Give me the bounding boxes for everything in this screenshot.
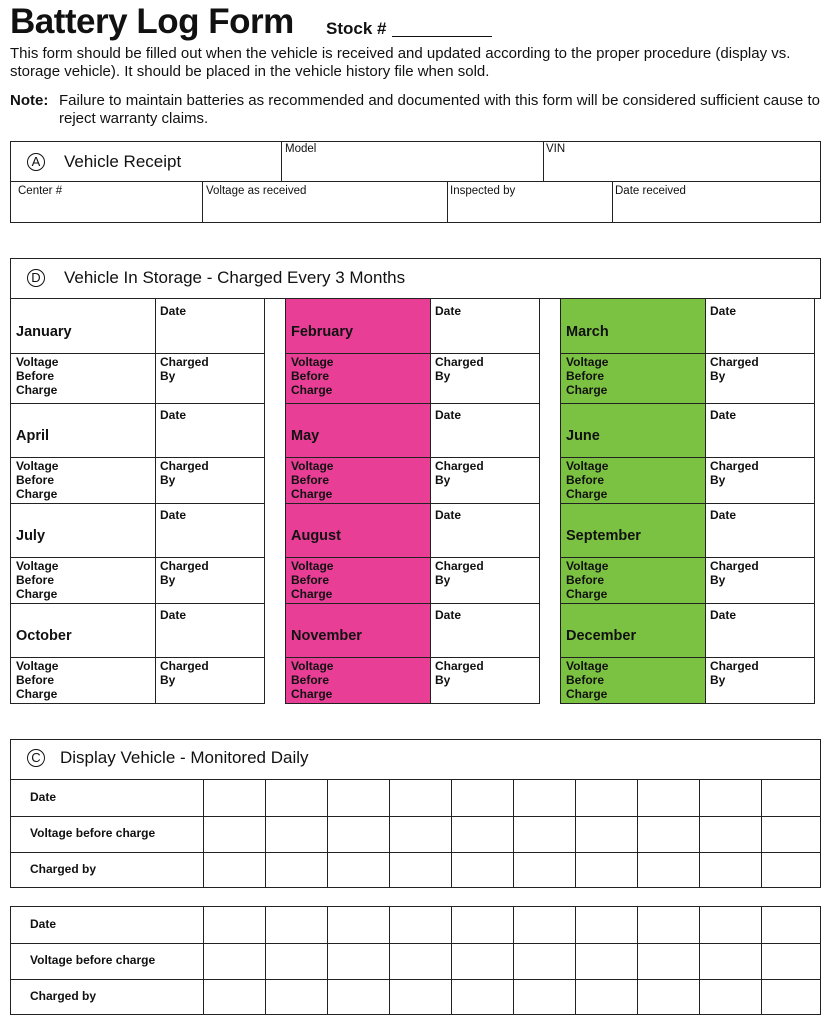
daily-row-label: Voltage before charge <box>30 826 156 840</box>
month-column <box>10 298 265 704</box>
month-name-july: July <box>16 528 46 544</box>
month-charged-by-field[interactable]: Charged By <box>160 459 209 487</box>
section-c-badge: C <box>27 749 45 767</box>
month-date-field[interactable]: Date <box>710 408 737 422</box>
month-voltage-field[interactable]: Voltage Before Charge <box>566 659 609 701</box>
month-charged-by-field[interactable]: Charged By <box>160 559 209 587</box>
vin-field[interactable]: VIN <box>546 143 566 155</box>
month-voltage-field[interactable]: Voltage Before Charge <box>566 355 609 397</box>
month-name-june: June <box>566 428 600 444</box>
month-charged-by-field[interactable]: Charged By <box>435 559 484 587</box>
daily-row-label: Voltage before charge <box>30 953 156 967</box>
daily-log-table <box>10 779 821 888</box>
display-section-title: Display Vehicle - Monitored Daily <box>60 748 309 767</box>
month-name-december: December <box>566 628 637 644</box>
month-column <box>285 298 540 704</box>
intro-text: This form should be filled out when the vehicle is received and updated according to the proper procedure (display vs. storage vehicle). It should be placed in the vehicle history file when sold. <box>10 45 791 80</box>
month-name-october: October <box>16 628 72 644</box>
month-date-field[interactable]: Date <box>710 508 737 522</box>
month-voltage-field[interactable]: Voltage Before Charge <box>566 459 609 501</box>
page-title: Battery Log Form <box>10 2 294 41</box>
month-voltage-field[interactable]: Voltage Before Charge <box>291 355 334 397</box>
month-voltage-field[interactable]: Voltage Before Charge <box>16 559 59 601</box>
month-name-november: November <box>291 628 362 644</box>
daily-row-label: Date <box>30 917 57 931</box>
month-name-april: April <box>16 428 50 444</box>
month-voltage-field[interactable]: Voltage Before Charge <box>16 659 59 701</box>
daily-row-label: Charged by <box>30 989 97 1003</box>
note-text: Failure to maintain batteries as recommended and documented with this form will be considered sufficient cause to reject warranty claims. <box>59 92 820 127</box>
month-charged-by-field[interactable]: Charged By <box>710 659 759 687</box>
month-date-field[interactable]: Date <box>160 304 187 318</box>
month-name-february: February <box>291 324 354 340</box>
model-field[interactable]: Model <box>285 143 317 155</box>
month-date-field[interactable]: Date <box>435 508 462 522</box>
month-charged-by-field[interactable]: Charged By <box>160 355 209 383</box>
month-voltage-field[interactable]: Voltage Before Charge <box>291 459 334 501</box>
month-date-field[interactable]: Date <box>435 304 462 318</box>
month-name-may: May <box>291 428 320 444</box>
month-name-august: August <box>291 528 341 544</box>
month-date-field[interactable]: Date <box>160 408 187 422</box>
note-label: Note: <box>10 92 49 109</box>
month-voltage-field[interactable]: Voltage Before Charge <box>566 559 609 601</box>
month-charged-by-field[interactable]: Charged By <box>160 659 209 687</box>
month-voltage-field[interactable]: Voltage Before Charge <box>291 659 334 701</box>
month-voltage-field[interactable]: Voltage Before Charge <box>16 355 59 397</box>
month-charged-by-field[interactable]: Charged By <box>710 459 759 487</box>
month-name-september: September <box>566 528 641 544</box>
section-d-badge: D <box>27 269 45 287</box>
month-voltage-field[interactable]: Voltage Before Charge <box>16 459 59 501</box>
storage-section-title: Vehicle In Storage - Charged Every 3 Months <box>64 268 406 287</box>
daily-row-label: Charged by <box>30 862 97 876</box>
month-charged-by-field[interactable]: Charged By <box>435 355 484 383</box>
month-charged-by-field[interactable]: Charged By <box>435 659 484 687</box>
inspected-by-field[interactable]: Inspected by <box>450 185 516 197</box>
month-date-field[interactable]: Date <box>435 408 462 422</box>
voltage-received-field[interactable]: Voltage as received <box>206 185 307 197</box>
month-date-field[interactable]: Date <box>160 608 187 622</box>
month-date-field[interactable]: Date <box>160 508 187 522</box>
month-date-field[interactable]: Date <box>710 304 737 318</box>
month-charged-by-field[interactable]: Charged By <box>710 559 759 587</box>
section-a-badge: A <box>27 153 45 171</box>
vehicle-receipt-title: Vehicle Receipt <box>64 152 182 171</box>
date-received-field[interactable]: Date received <box>615 185 686 197</box>
month-charged-by-field[interactable]: Charged By <box>435 459 484 487</box>
stock-number-field[interactable] <box>392 36 492 37</box>
month-charged-by-field[interactable]: Charged By <box>710 355 759 383</box>
month-date-field[interactable]: Date <box>710 608 737 622</box>
month-name-january: January <box>16 324 72 340</box>
month-name-march: March <box>566 324 609 340</box>
month-voltage-field[interactable]: Voltage Before Charge <box>291 559 334 601</box>
month-date-field[interactable]: Date <box>435 608 462 622</box>
daily-row-label: Date <box>30 790 57 804</box>
month-column <box>560 298 815 704</box>
daily-log-table <box>10 906 821 1015</box>
stock-label: Stock # <box>326 19 387 38</box>
center-number-field[interactable]: Center # <box>18 185 63 197</box>
